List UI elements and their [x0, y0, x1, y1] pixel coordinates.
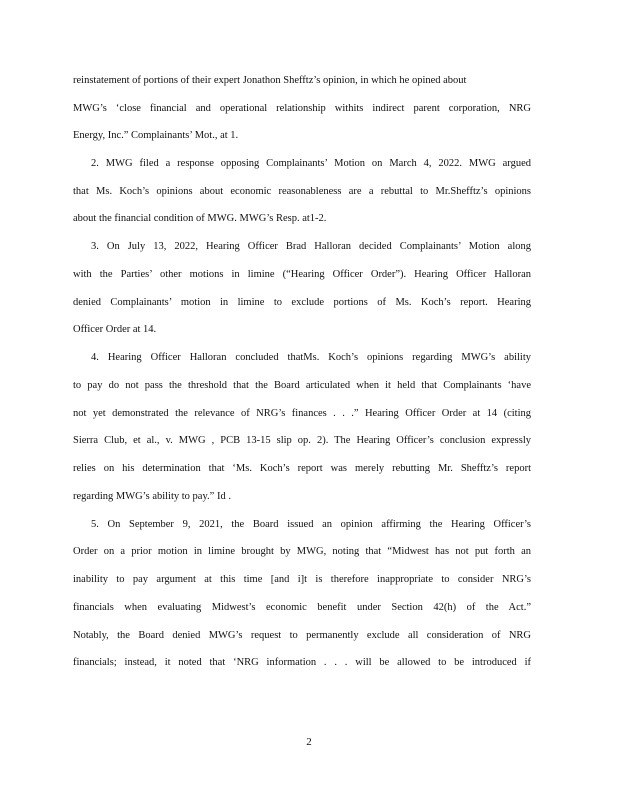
text-line: about the financial condition of MWG. MWG’s Resp. at1-2. [73, 213, 327, 224]
text-line: inability to pay argument at this time [and i]t is therefore inappropriate to consider NRG’s [73, 574, 531, 585]
text-line: 5. On September 9, 2021, the Board issued an opinion affirming the Hearing Officer’s [91, 519, 531, 530]
text-line: relies on his determination that ‘Ms. Koch’s report was merely rebutting Mr. Shefftz’s report [73, 463, 531, 474]
text-line: 3. On July 13, 2022, Hearing Officer Brad Halloran decided Complainants’ Motion along [91, 241, 531, 252]
text-line: regarding MWG’s ability to pay.” Id . [73, 491, 231, 502]
text-line: that Ms. Koch’s opinions about economic reasonableness are a rebuttal to Mr.Shefftz’s opinions [73, 186, 531, 197]
text-line: Officer Order at 14. [73, 324, 157, 335]
text-line: 4. Hearing Officer Halloran concluded thatMs. Koch’s opinions regarding MWG’s ability [91, 352, 531, 363]
page-number: 2 [306, 736, 312, 748]
text-line: financials when evaluating Midwest’s economic benefit under Section 42(h) of the Act.” [73, 602, 531, 613]
text-line: Notably, the Board denied MWG’s request to permanently exclude all consideration of NRG [73, 630, 531, 641]
text-line: denied Complainants’ motion in limine to exclude portions of Ms. Koch’s report. Hearing [73, 297, 531, 308]
text-line: 2. MWG filed a response opposing Complainants’ Motion on March 4, 2022. MWG argued [91, 158, 531, 169]
text-line: not yet demonstrated the relevance of NRG’s finances . . .” Hearing Officer Order at 14 (citing [73, 408, 531, 419]
text-line: Sierra Club, et al., v. MWG , PCB 13-15 slip op. 2). The Hearing Officer’s conclusion expressly [73, 435, 531, 446]
text-line: MWG’s ‘close financial and operational relationship withits indirect parent corporation, NRG [73, 103, 531, 114]
text-line: reinstatement of portions of their expert Jonathon Shefftz’s opinion, in which he opined about [73, 75, 467, 86]
text-line: to pay do not pass the threshold that the Board articulated when it held that Complainants ‘have [73, 380, 531, 391]
text-line: Energy, Inc.” Complainants’ Mot., at 1. [73, 130, 239, 141]
text-line: Order on a prior motion in limine brought by MWG, noting that “Midwest has not put forth an [73, 546, 531, 557]
text-line: financials; instead, it noted that ‘NRG information . . . will be allowed to be introduced if [73, 657, 531, 668]
text-line: with the Parties’ other motions in limine (“Hearing Officer Order”). Hearing Officer Halloran [73, 269, 531, 280]
